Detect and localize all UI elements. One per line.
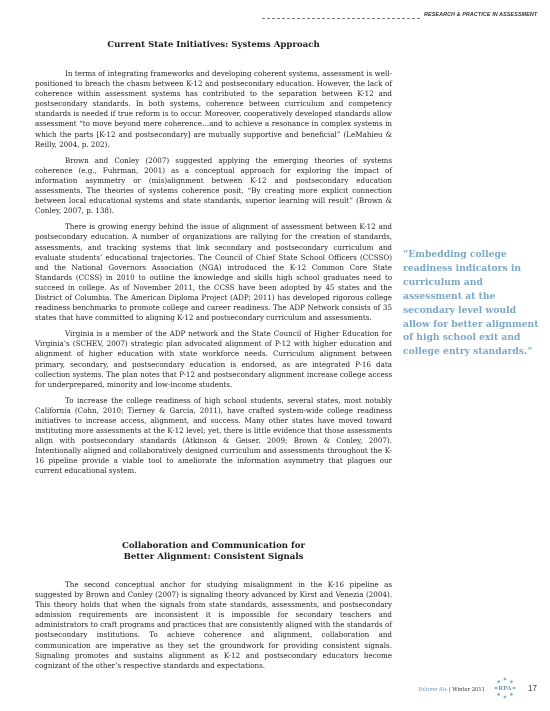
section-body-collaboration xyxy=(35,580,392,677)
rpa-logo-icon xyxy=(493,676,517,700)
section-heading-collaboration xyxy=(35,541,392,563)
page-number: 17 xyxy=(528,684,537,693)
section-body-systems xyxy=(35,69,392,483)
paragraph: There is growing energy behind the issue of alignment of assessment between K-12 and postsecondary education. A number of organizations are rallying for the creation of standards, assessments, and tracking systems that link secondary and postsecondary curriculum and evaluate students’ educational trajectories. The Council of Chief State School Officers (CCSSO) and the National Governors Association (NGA) introduced the K-12 Common Core State Standards (CCSS) in 2010 to outline the knowledge and skills high school graduates need to succeed in college. As of November 2011, the CCSS have been adopted by 45 states and the District of Columbia. The American Diploma Project (ADP; 2011) has developed rigorous college readiness benchmarks to promote college and career readiness. The ADP Network consists of 35 states that have committed to aligning K-12 and postsecondary curriculum and assessments. xyxy=(35,222,392,323)
heading-line: Better Alignment: Consistent Signals xyxy=(123,552,304,563)
running-header: RESEARCH & PRACTICE IN ASSESSMENT xyxy=(424,12,538,18)
paragraph: The second conceptual anchor for studying misalignment in the K-16 pipeline as suggested by Brown and Conley (2007) is signaling theory advanced by Kirst and Venezia (2004). This theory holds that when the signals from state standards, assessments, and postsecondary admission requirements are inconsistent it is impossible for secondary teachers and administrators to craft programs and practices that are consistently aligned with the standards of postsecondary institutions. To achieve coherence and alignment, collaboration and communication are imperative as they set the groundwork for providing consistent signals. Signaling promotes and sustains alignment as K-12 and postsecondary educators become cognizant of the other’s respective standards and expectations. xyxy=(35,580,392,670)
footer-volume: Volume Six xyxy=(418,687,448,693)
header-dashed-rule xyxy=(262,18,420,19)
paragraph: Brown and Conley (2007) suggested applying the emerging theories of systems coherence (e.g., Fuhrman, 2001) as a conceptual approach for exploring the impact of information asymmetry or (mis)alignment between K-12 and postsecondary education assessments. The theories of systems coherence posit, “By creating more explicit connection between local educational systems and state standards, superior learning will result” (Brown & Conley, 2007, p. 138). xyxy=(35,155,392,216)
paragraph: In terms of integrating frameworks and developing coherent systems, assessment is well-positioned to breach the chasm between K-12 and postsecondary education. However, the lack of coherence within assessment systems has contributed to the separation between K-12 and postsecondary standards. In both systems, coherence between curriculum and competency standards is needed if true reform is to occur. Moreover, cooperatively developed standards allow assessment “to move beyond mere coherence…and to achieve a resonance in complex systems in which the parts [K-12 and postsecondary] are mutually supportive and beneficial” (LeMahieu & Reilly, 2004, p. 202). xyxy=(35,69,392,149)
pull-quote: “Embedding college readiness indicators in curriculum and assessment at the secondary level would allow for better alignment of high school exit and college entry standards.” xyxy=(403,249,539,358)
footer-issue: Winter 2011 xyxy=(452,687,485,693)
footer-separator: | xyxy=(447,687,453,693)
paragraph: Virginia is a member of the ADP network and the State Council of Higher Education for Virginia’s (SCHEV, 2007) strategic plan advocated alignment of P-12 with higher education and alignment of higher education with state workforce needs. Curriculum alignment between primary, secondary, and postsecondary education is endorsed, as are integrated P-16 data collection systems. The plan notes that P-12 and postsecondary alignment increase college access for underprepared, minority and low-income students. xyxy=(35,329,392,389)
paragraph: To increase the college readiness of high school students, several states, most notably California (Cohn, 2010; Tierney & Garcia, 2011), have crafted system-wide college readiness initiatives to increase access, alignment, and success. Many other states have moved toward instituting more assessments at the K-12 level; yet, there is little evidence that those assessments align with postsecondary standards (Atkinson & Geiser, 2009; Brown & Conley, 2007). Intentionally aligned and collaboratively designed curriculum and assessments throughout the K-16 pipeline provide a viable tool to ameliorate the information asymmetry that plagues our current educational system. xyxy=(35,395,392,476)
footer-issue-info xyxy=(418,687,485,693)
section-heading-systems: Current State Initiatives: Systems Approach xyxy=(107,40,320,50)
logo-lettering: RPA xyxy=(498,685,512,692)
heading-line: Collaboration and Communication for xyxy=(121,541,305,551)
